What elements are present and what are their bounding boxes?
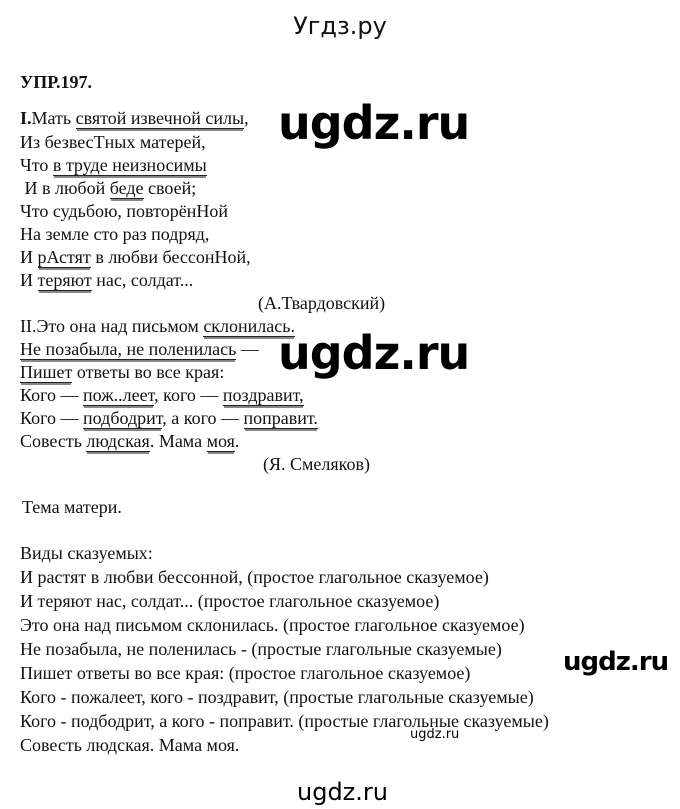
underlined-predicate: беде: [109, 178, 144, 198]
predicate-line: Кого - пожалеет, кого - поздравит, (простые глагольные сказуемые): [20, 687, 534, 707]
theme-text: Тема матери.: [22, 497, 122, 517]
watermark: ugdz.ru: [563, 647, 669, 677]
predicate-line: Совесть людская. Мама моя.: [20, 735, 240, 755]
underlined-subject: людская: [86, 431, 150, 451]
underlined-subject: моя: [206, 431, 235, 451]
poem-line: II.Это она над письмом склонилась.: [20, 316, 295, 336]
predicate-line: Это она над письмом склонилась. (простое глагольное сказуемое): [20, 615, 525, 635]
underlined-predicate: склонилась.: [203, 316, 295, 336]
poem-line: Не позабыла, не поленилась —: [20, 339, 259, 359]
underlined-predicate: рАстят: [37, 247, 91, 267]
underlined-predicate: теряют: [37, 270, 92, 290]
watermark: ugdz.ru: [278, 96, 470, 150]
poem-author: (Я. Смеляков): [263, 454, 370, 474]
poem-line: Кого — пож..леет, кого — поздравит,: [20, 385, 304, 405]
watermark: ugdz.ru: [410, 727, 460, 742]
watermark: ugdz.ru: [297, 778, 388, 806]
predicate-line: Пишет ответы во все края: (простое глагольное сказуемое): [20, 663, 471, 683]
underlined-predicate: пож..леет: [83, 385, 155, 405]
underlined-predicate: Пишет: [20, 362, 73, 382]
watermark: ugdz.ru: [278, 326, 470, 380]
underlined-predicate: святой извечной силы: [75, 108, 245, 128]
poem-line: I.Мать святой извечной силы,: [20, 108, 249, 128]
poem-line: Кого — подбодрит, а кого — поправит.: [20, 408, 318, 428]
underlined-predicate: поправит.: [243, 408, 318, 428]
poem-line: Совесть людская. Мама моя.: [20, 431, 240, 451]
poem-line: И рАстят в любви бессонНой,: [20, 247, 251, 267]
underlined-predicate: подбодрит: [83, 408, 163, 428]
underlined-predicate: в труде неизносимы: [52, 155, 207, 175]
poem-author: (А.Твардовский): [258, 293, 386, 313]
poem-line: Что судьбою, повторёнНой: [20, 201, 228, 221]
underlined-predicate: Не позабыла, не поленилась: [20, 339, 237, 359]
exercise-title: УПР.197.: [20, 72, 92, 92]
predicate-line: И теряют нас, солдат... (простое глагольное сказуемое): [20, 591, 440, 611]
poem-line: И в любой беде своей;: [20, 178, 197, 198]
poem-line: Что в труде неизносимы: [20, 155, 207, 175]
predicates-heading: Виды сказуемых:: [20, 543, 153, 563]
site-title: Угдз.ру: [293, 12, 387, 40]
predicate-line: Не позабыла, не поленилась - (простые глагольные сказуемые): [20, 639, 502, 659]
underlined-predicate: поздравит,: [222, 385, 304, 405]
poem-line: Из безвесТных матерей,: [20, 132, 206, 152]
predicate-line: Кого - подбодрит, а кого - поправит. (простые глагольные сказуемые): [20, 711, 549, 731]
predicate-line: И растят в любви бессонной, (простое глагольное сказуемое): [20, 567, 489, 587]
poem-line: Пишет ответы во все края:: [20, 362, 225, 382]
poem-line: На земле сто раз подряд,: [20, 224, 210, 244]
poem-line: И теряют нас, солдат...: [20, 270, 194, 290]
